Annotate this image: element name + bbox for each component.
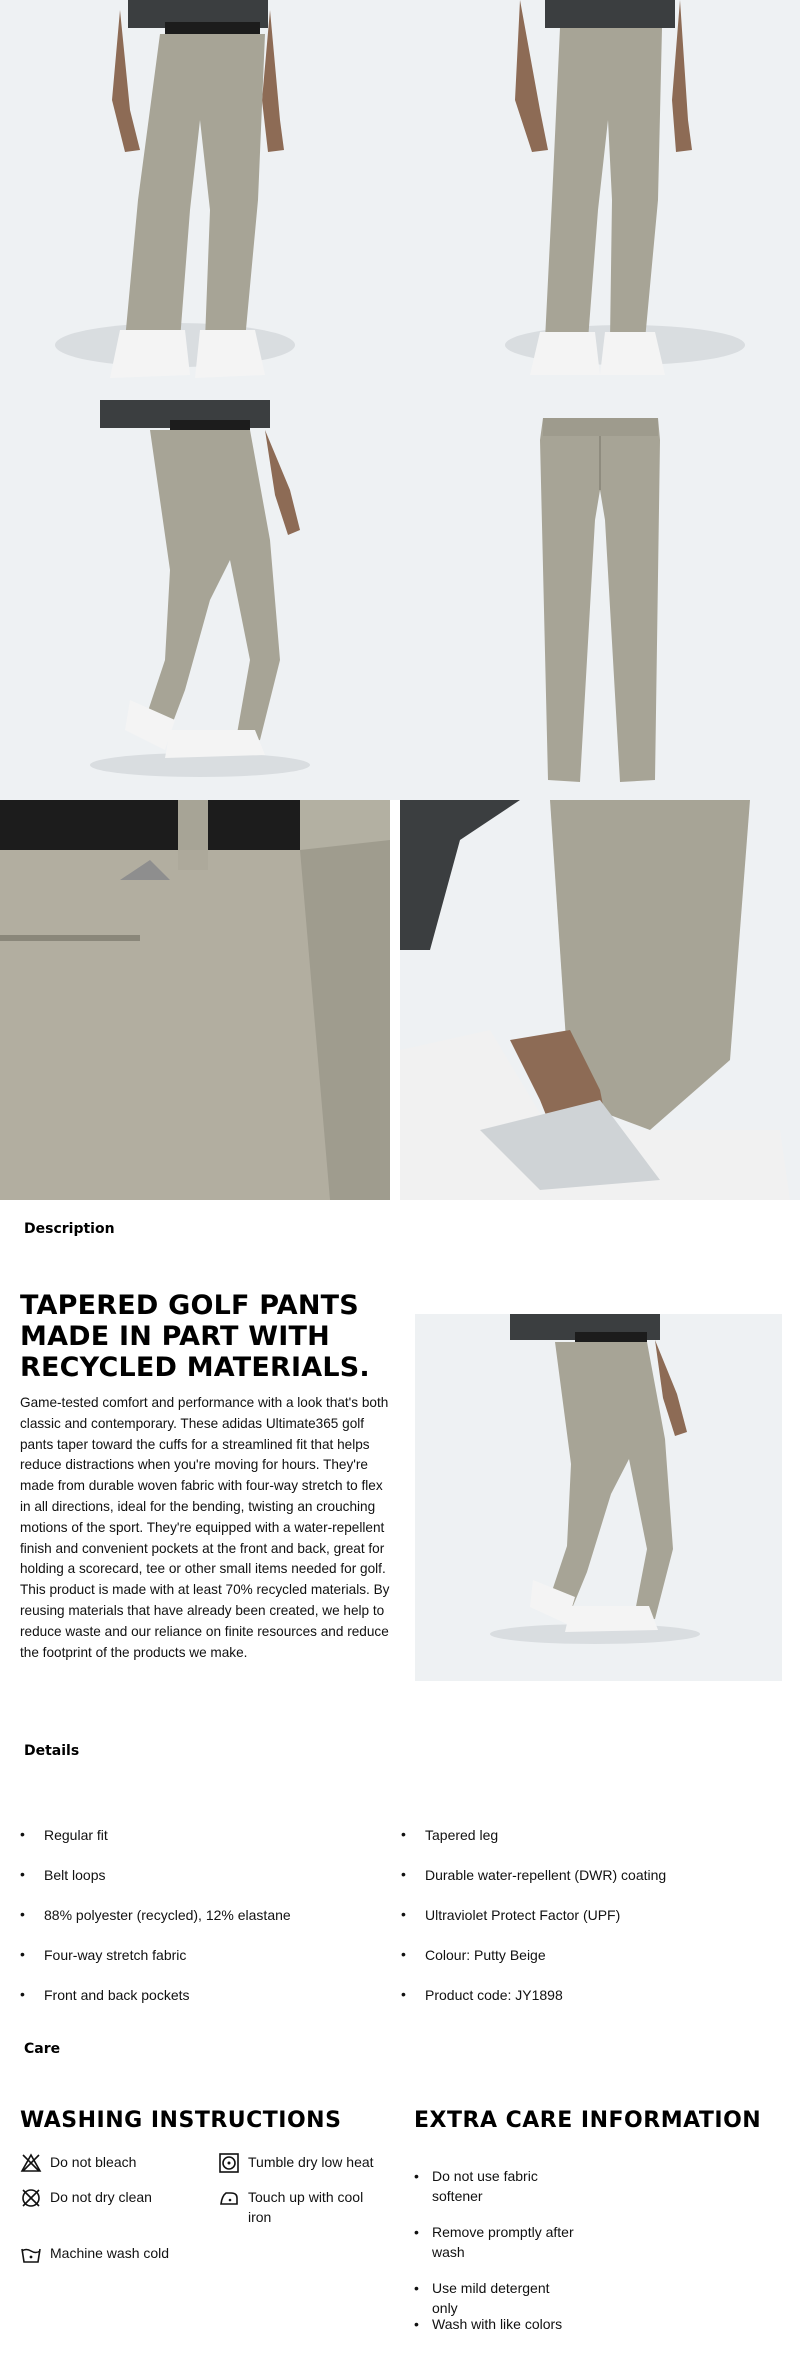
- details-item: • Front and back pockets: [20, 1987, 291, 2027]
- gallery-image-side[interactable]: [0, 400, 400, 800]
- waist-detail-illustration: [0, 800, 390, 1200]
- no-bleach-icon: [20, 2152, 42, 2174]
- tumble-dry-low-icon: [218, 2152, 240, 2174]
- gallery-image-flat[interactable]: [400, 400, 800, 800]
- washing-item-label: Do not dry clean: [50, 2189, 152, 2205]
- gallery-image-cuff-detail[interactable]: [400, 800, 800, 1200]
- washing-item-label: Machine wash cold: [50, 2245, 170, 2261]
- details-list-right: [401, 1827, 666, 2027]
- gallery-image-waist-detail[interactable]: [0, 800, 390, 1200]
- washing-item: [218, 2152, 393, 2174]
- washing-item: [20, 2152, 210, 2174]
- details-item: • 88% polyester (recycled), 12% elastane: [20, 1907, 291, 1947]
- extra-care-item: • Remove promptly after wash: [414, 2222, 574, 2262]
- pants-flat-illustration: [400, 400, 800, 800]
- details-item: • Belt loops: [20, 1867, 291, 1907]
- model-side-illustration: [0, 400, 400, 800]
- details-item: • Four-way stretch fabric: [20, 1947, 291, 1987]
- iron-cool-icon: [218, 2187, 240, 2209]
- no-dry-clean-icon: [20, 2187, 42, 2209]
- details-item: • Product code: JY1898: [401, 1987, 666, 2027]
- details-item: • Durable water-repellent (DWR) coating: [401, 1867, 666, 1907]
- washing-item: [218, 2187, 378, 2227]
- washing-instructions-title: WASHING INSTRUCTIONS: [20, 2108, 342, 2133]
- gallery-image-back[interactable]: [400, 0, 800, 400]
- details-item: • Regular fit: [20, 1827, 291, 1867]
- extra-care-item: • Wash with like colors: [414, 2314, 574, 2334]
- description-body: Game-tested comfort and performance with a look that's both classic and contemporary. These adidas Ultimate365 golf pants taper toward the cuffs for a streamlined fit that helps reduce distractions when you're moving for hours. They're made from durable woven fabric with four-way stretch to flex in all directions, ideal for the bending, twisting an crouching motions of the sport. They're equipped with a water-repellent finish and convenient pockets at the front and back, great for holding a scorecard, tee or other small items needed for golf. This product is made with at least 70% recycled materials. By reusing materials that have already been created, we help to reduce waste and our reliance on finite resources and reduce the footprint of the products we make.: [20, 1395, 390, 1660]
- washing-item: [20, 2187, 210, 2209]
- washing-item-label: Tumble dry low heat: [248, 2154, 374, 2170]
- gallery-image-front[interactable]: [0, 0, 400, 400]
- model-front-illustration: [0, 0, 400, 400]
- details-item: • Colour: Putty Beige: [401, 1947, 666, 1987]
- washing-item-label: Touch up with cool iron: [248, 2189, 364, 2225]
- extra-care-item: • Use mild detergent only: [414, 2278, 574, 2318]
- description-headline: TAPERED GOLF PANTS MADE IN PART WITH RECYCLED MATERIALS.: [20, 1290, 370, 1383]
- details-item: • Ultraviolet Protect Factor (UPF): [401, 1907, 666, 1947]
- description-image: [415, 1314, 782, 1681]
- details-list-left: [20, 1827, 291, 2027]
- extra-care-title: EXTRA CARE INFORMATION: [414, 2108, 762, 2133]
- extra-care-item: • Do not use fabric softener: [414, 2166, 574, 2206]
- washing-item-label: Do not bleach: [50, 2154, 137, 2170]
- machine-wash-cold-icon: [20, 2243, 42, 2265]
- model-back-illustration: [400, 0, 800, 400]
- cuff-detail-illustration: [400, 800, 800, 1200]
- section-label-description[interactable]: Description: [24, 1221, 115, 1237]
- details-item: • Tapered leg: [401, 1827, 666, 1867]
- model-walking-illustration: [415, 1314, 782, 1681]
- section-label-care[interactable]: Care: [24, 2041, 61, 2057]
- section-label-details[interactable]: Details: [24, 1743, 80, 1759]
- washing-item: [20, 2243, 220, 2265]
